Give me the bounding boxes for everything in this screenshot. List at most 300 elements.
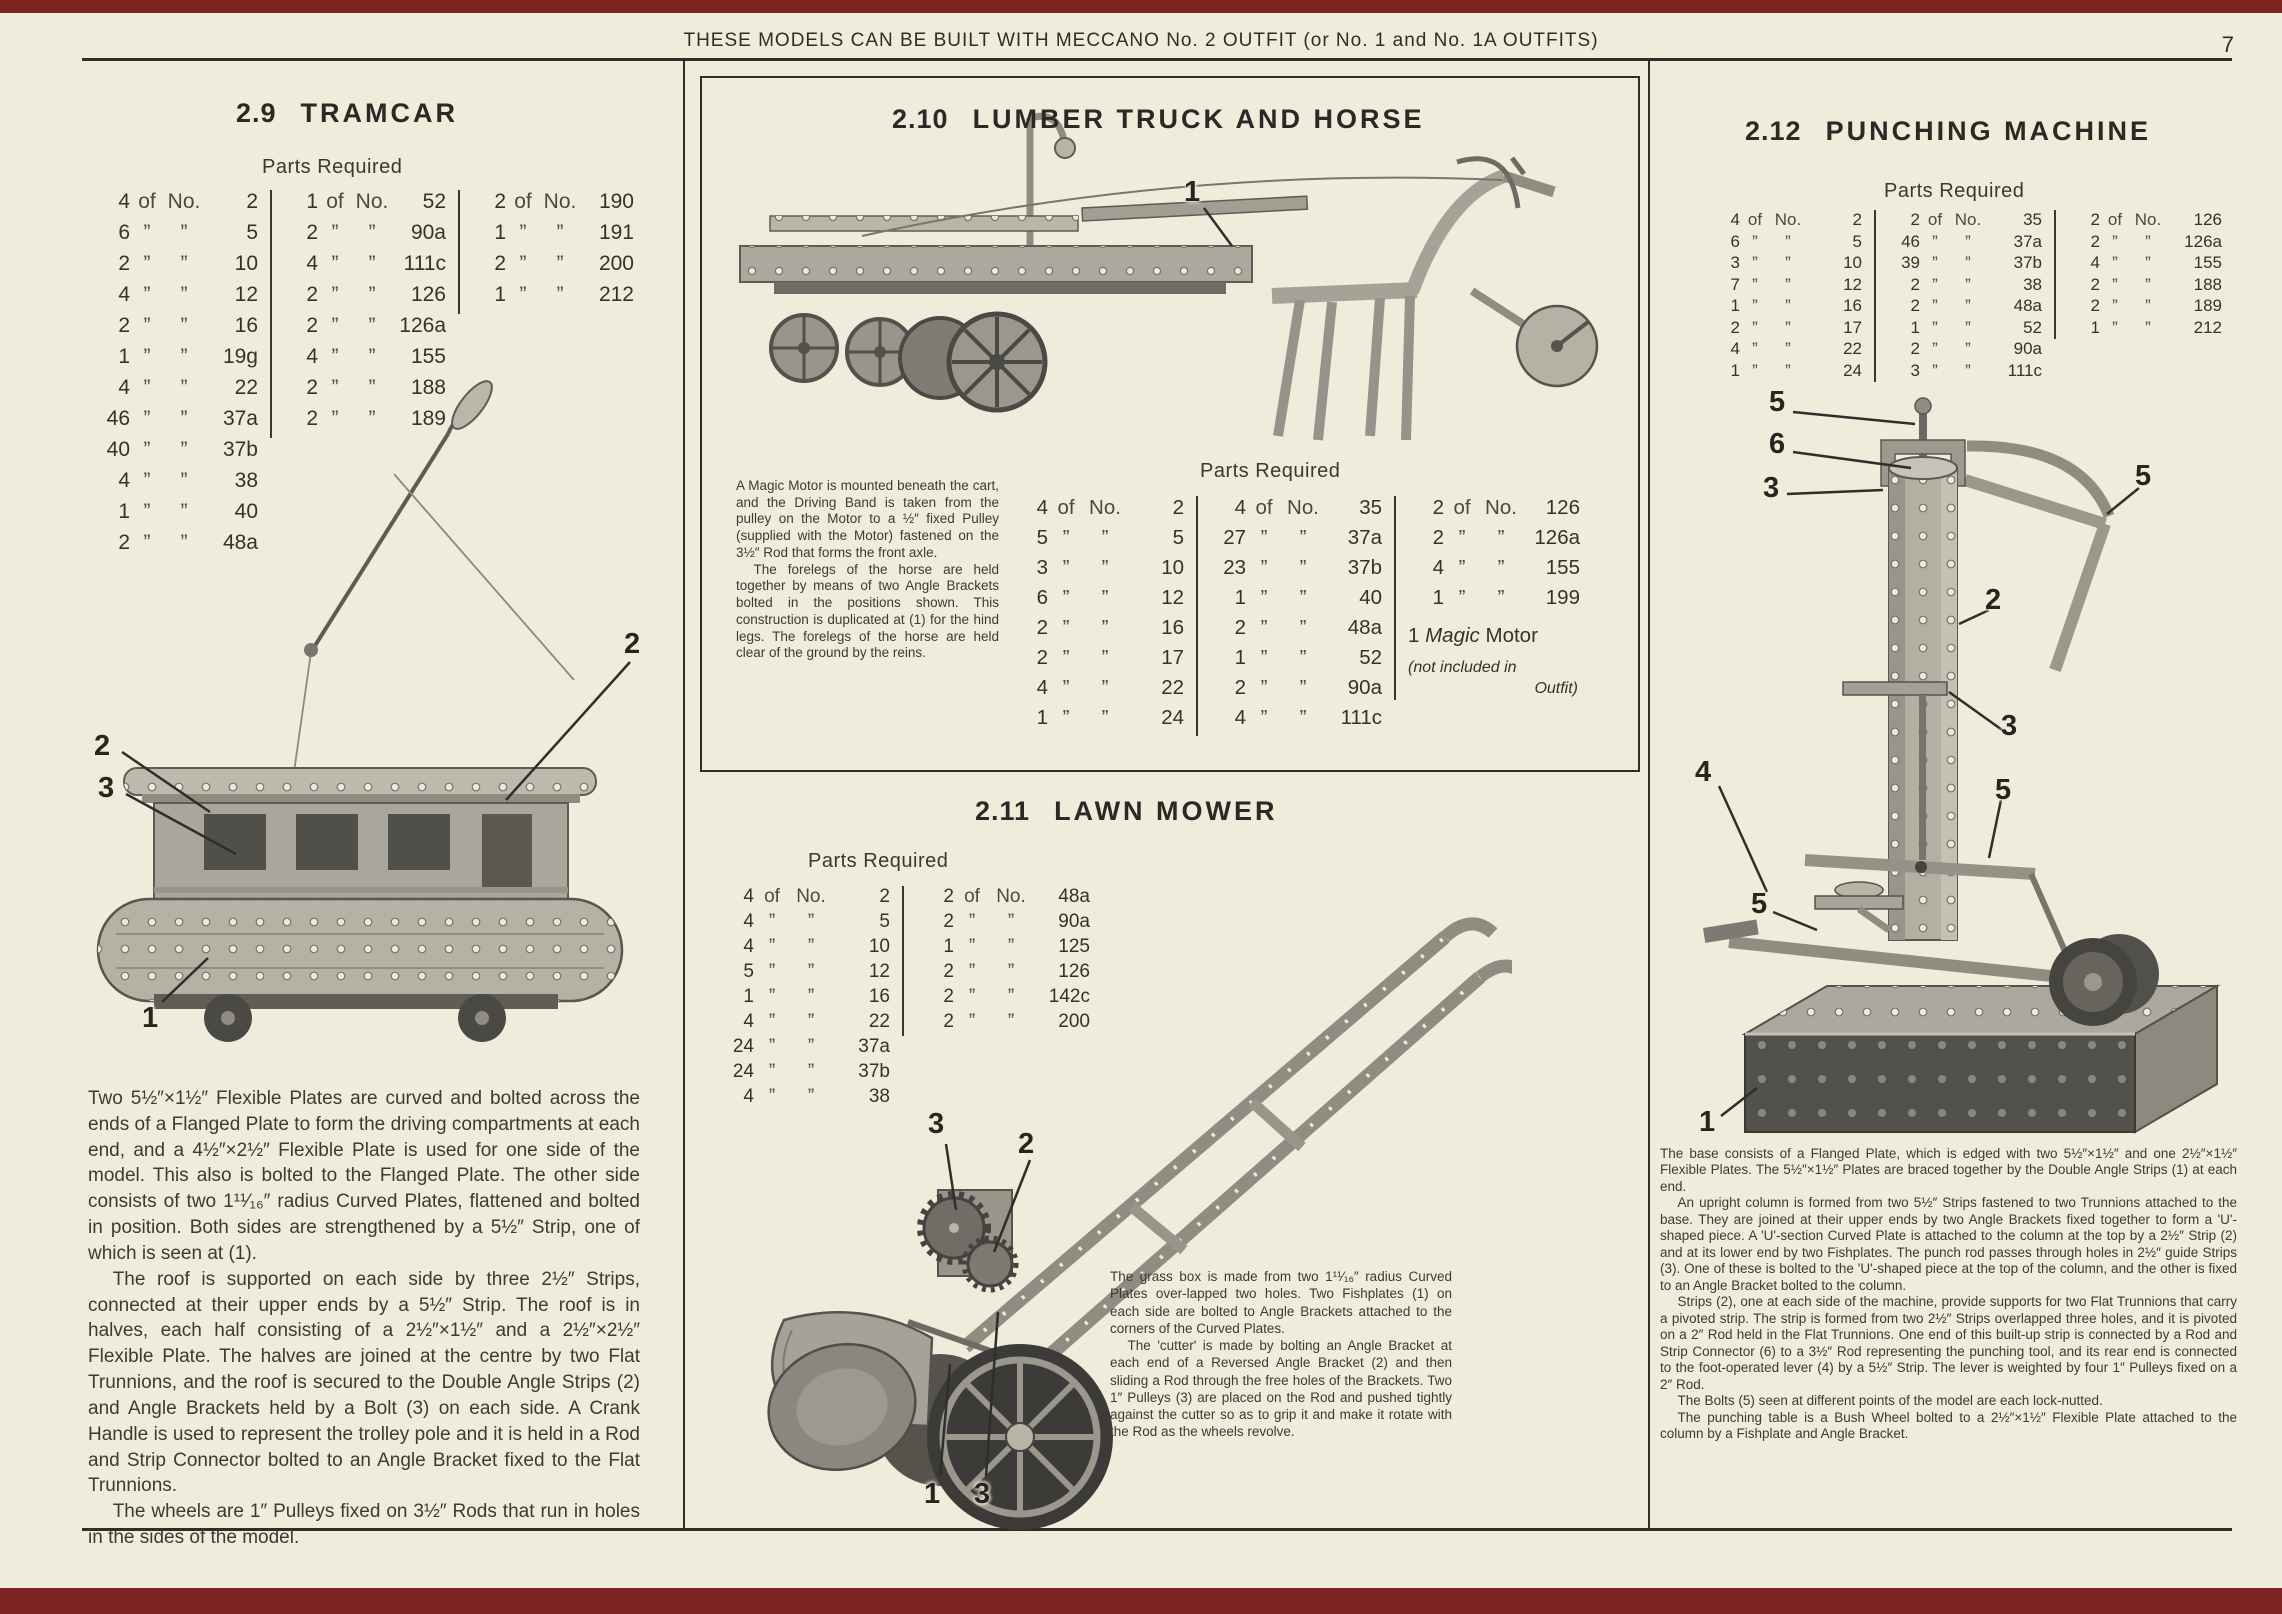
parts-row <box>716 1011 890 1036</box>
part-number: 10 <box>1843 253 1862 272</box>
section-number: 2.9 <box>236 98 277 128</box>
part-qty: 2 <box>1234 676 1246 699</box>
parts-row <box>1408 496 1580 526</box>
part-ditto: ” <box>1752 317 1758 337</box>
parts-row <box>2068 253 2222 275</box>
part-number: 212 <box>2193 317 2222 337</box>
part-ditto: ” <box>143 252 151 275</box>
part-qty: 1 <box>1910 317 1920 337</box>
part-qty: 46 <box>1901 231 1920 251</box>
parts-row <box>96 190 258 221</box>
part-number: 37b <box>222 438 258 461</box>
part-number: 12 <box>868 961 890 982</box>
part-ditto: ” <box>180 469 188 492</box>
part-qty: 2 <box>494 252 506 275</box>
parts-row <box>1210 616 1382 646</box>
part-ditto: of <box>1927 210 1943 229</box>
parts-row <box>1012 616 1184 646</box>
header-rule <box>82 58 2232 61</box>
part-qty: 4 <box>306 252 318 275</box>
part-number: 155 <box>1545 556 1580 579</box>
part-qty: 1 <box>1730 296 1740 315</box>
figure-callout: 1 <box>142 1002 159 1034</box>
tramcar-callouts <box>58 342 664 1072</box>
section-number: 2.12 <box>1745 116 1802 146</box>
part-ditto: ” <box>331 283 339 306</box>
parts-row <box>1012 556 1184 586</box>
part-ditto: of <box>1255 496 1273 519</box>
part-ditto: ” <box>1752 296 1758 315</box>
part-qty: 27 <box>1223 526 1246 549</box>
part-ditto: ” <box>2145 253 2151 272</box>
part-qty: 2 <box>2090 296 2100 315</box>
part-ditto: ” <box>1299 646 1307 669</box>
part-ditto: ” <box>1965 317 1971 337</box>
part-number: 48a <box>222 531 258 554</box>
lumber-truck-callouts <box>712 96 1628 480</box>
part-ditto: No. <box>2134 210 2162 229</box>
part-number: 188 <box>2193 274 2222 294</box>
part-ditto: ” <box>1965 296 1971 315</box>
part-ditto: of <box>764 886 780 907</box>
figure-callout: 5 <box>1751 888 1768 920</box>
part-number: 2 <box>1852 210 1862 229</box>
part-qty: 2 <box>1432 526 1444 549</box>
part-qty: 2 <box>1234 616 1246 639</box>
parts-column <box>1196 496 1382 736</box>
description-paragraph: The roof is supported on each side by three 2½″ Strips, connected at their upper ends by a 5½″ Strip. The roof is in halves, each half consisting of a 2½″×1½″ and a 2½″×2½″ Flexible Plate. The halves are joined at the centre by two Flat Trunnions, and the roof is secured to the Double Angle Strips (2) and Angle Brackets held by a Bolt (3) on each side. A Crank Handle is used to represent the trolley pole and it is held in a Rod and Strip Connector bolted to an Angle Bracket fixed to the Flat Trunnions. <box>88 1268 640 1497</box>
parts-row <box>1708 253 1862 275</box>
parts-row <box>1012 526 1184 556</box>
part-qty: 4 <box>743 936 754 957</box>
part-number: 2 <box>246 190 258 213</box>
part-qty: 1 <box>118 500 130 523</box>
part-ditto: ” <box>2112 231 2118 251</box>
part-ditto: ” <box>1299 676 1307 699</box>
part-ditto: ” <box>1752 339 1758 358</box>
section-title-lawn-mower <box>975 796 1278 827</box>
description-paragraph: The 'cutter' is made by bolting an Angle Bracket at each end of a Reversed Angle Bracket (2) and then sliding a Rod through the free holes of the Brackets. Two 1″ Pulleys (3) are placed on the Rod and pushed tightly against the cutter so as to grip it and make it rotate with the Rod as the wheels revolve. <box>1110 1338 1452 1440</box>
parts-row <box>1012 496 1184 526</box>
part-ditto: ” <box>180 531 188 554</box>
parts-row <box>2068 296 2222 318</box>
page-edge-bottom <box>0 1588 2282 1614</box>
figure-callout: 4 <box>1695 756 1712 788</box>
part-qty: 2 <box>1910 274 1920 294</box>
part-ditto: ” <box>1785 360 1791 380</box>
part-ditto: ” <box>1965 360 1971 380</box>
description-paragraph: An upright column is formed from two 5½″ Strips fastened to two Trunnions attached to the base. They are joined at their upper ends by two Angle Brackets fixed together to form a 'U'-shaped piece. A 'U'-section Curved Plate is attached to the column at the top by a 2½″ Strip (2) and at its lower end by two Fishplates. The punch rod passes through holes in 2½″ guide Strips (3). One of these is bolted to the 'U'-shaped piece at the top of the column, and the other is fixed to an Angle Bracket bolted to the column. <box>1660 1195 2237 1293</box>
part-ditto: ” <box>1299 526 1307 549</box>
part-qty: 2 <box>306 221 318 244</box>
description-paragraph: The forelegs of the horse are held together by means of two Angle Brackets bolted in the positions shown. This construction is duplicated at (1) for the hind legs. The forelegs of the horse are held clear of the ground by the reins. <box>736 561 999 661</box>
parts-row <box>1408 556 1580 586</box>
magic-motor-name: Magic <box>1425 624 1480 647</box>
parts-row <box>716 911 890 936</box>
part-ditto: ” <box>1260 706 1268 729</box>
parts-row <box>1888 361 2042 383</box>
part-qty: 1 <box>1432 586 1444 609</box>
part-ditto: No. <box>1287 496 1319 519</box>
part-ditto: ” <box>1101 616 1109 639</box>
figure-callout: 5 <box>2135 460 2152 492</box>
part-ditto: No. <box>1485 496 1517 519</box>
part-ditto: ” <box>1932 253 1938 272</box>
part-ditto: ” <box>1458 586 1466 609</box>
part-number: 37a <box>858 1036 890 1057</box>
description-paragraph: Strips (2), one at each side of the machine, provide supports for two Flat Trunnions that carry a pivoted strip. The strip is formed from two 2½″ Strips overlapped three holes, and it is pivoted on a 2″ Rod held in the Flat Trunnions. One end of this built-up strip is connected by a Rod and Strip Connector (6) to a 3½″ Rod representing the punching tool, and its rear end is connected to the foot-operated lever (4) by a 5½″ Strip. The lever is weighted by four 1″ Pulleys fixed on a 2″ Rod. <box>1660 1294 2237 1392</box>
parts-row <box>916 886 1090 911</box>
part-ditto: ” <box>180 314 188 337</box>
part-number: 52 <box>1359 646 1382 669</box>
parts-required-label: Parts Required <box>262 156 403 178</box>
parts-required-label: Parts Required <box>1200 460 1341 482</box>
part-ditto: ” <box>180 283 188 306</box>
parts-row <box>716 1036 890 1061</box>
part-qty: 4 <box>2090 253 2100 272</box>
parts-required-label: Parts Required <box>1884 180 2025 202</box>
part-number: 126 <box>410 283 446 306</box>
part-ditto: ” <box>1062 706 1070 729</box>
part-qty: 39 <box>1901 253 1920 272</box>
part-ditto: ” <box>1260 646 1268 669</box>
part-ditto: ” <box>807 986 815 1007</box>
part-ditto: ” <box>1785 317 1791 337</box>
parts-row <box>472 221 634 252</box>
punching-machine-figure <box>1657 382 2237 1150</box>
part-ditto: ” <box>368 376 376 399</box>
part-ditto: No. <box>543 190 577 213</box>
parts-row <box>1210 676 1382 706</box>
part-ditto: ” <box>1260 616 1268 639</box>
parts-row <box>1888 296 2042 318</box>
part-ditto: ” <box>768 1086 776 1107</box>
part-ditto: ” <box>1260 526 1268 549</box>
parts-row <box>1210 706 1382 736</box>
part-qty: 2 <box>2090 210 2100 229</box>
part-number: 189 <box>2193 296 2222 315</box>
parts-row <box>1888 339 2042 361</box>
part-qty: 3 <box>1910 360 1920 380</box>
figure-callout: 3 <box>974 1478 991 1510</box>
part-ditto: ” <box>1007 936 1015 957</box>
part-ditto: ” <box>180 221 188 244</box>
part-qty: 4 <box>118 190 130 213</box>
part-ditto: ” <box>368 407 376 430</box>
part-qty: 4 <box>1730 339 1740 358</box>
part-number: 38 <box>868 1086 890 1107</box>
part-ditto: ” <box>1299 706 1307 729</box>
parts-column <box>902 886 1090 1036</box>
part-qty: 5 <box>1036 526 1048 549</box>
section-title-text: LAWN MOWER <box>1054 796 1278 826</box>
part-ditto: ” <box>1007 1011 1015 1032</box>
description-paragraph: The punching table is a Bush Wheel bolted to a 2½″×1½″ Flexible Plate attached to the column by a Fishplate and Angle Bracket. <box>1660 1409 2237 1441</box>
part-ditto: ” <box>143 531 151 554</box>
part-ditto: ” <box>1932 339 1938 358</box>
parts-row <box>1888 253 2042 275</box>
part-ditto: ” <box>968 1011 976 1032</box>
part-ditto: ” <box>1260 556 1268 579</box>
section-title-tramcar <box>236 98 458 129</box>
part-number: 125 <box>1058 936 1090 957</box>
section-number: 2.11 <box>975 796 1031 826</box>
part-ditto: ” <box>1497 556 1505 579</box>
parts-row <box>1012 706 1184 736</box>
part-ditto: of <box>1747 210 1763 229</box>
figure-callout: 2 <box>1018 1128 1035 1160</box>
part-number: 126 <box>2193 210 2222 229</box>
part-qty: 1 <box>2090 317 2100 337</box>
part-ditto: ” <box>1101 556 1109 579</box>
column-rule-right <box>1648 61 1650 1528</box>
part-number: 189 <box>410 407 446 430</box>
part-number: 126 <box>1545 496 1580 519</box>
part-ditto: ” <box>2145 231 2151 251</box>
figure-callout: 2 <box>1985 584 2002 616</box>
part-ditto: ” <box>180 500 188 523</box>
part-number: 12 <box>1843 274 1862 294</box>
part-number: 2 <box>1172 496 1184 519</box>
part-qty: 24 <box>732 1036 754 1057</box>
part-number: 126a <box>2184 231 2222 251</box>
parts-row <box>716 986 890 1011</box>
part-ditto: ” <box>143 407 151 430</box>
parts-row <box>1210 556 1382 586</box>
part-ditto: ” <box>768 911 776 932</box>
part-ditto: ” <box>2145 274 2151 294</box>
part-number: 5 <box>879 911 890 932</box>
figure-callout: 3 <box>928 1108 945 1140</box>
parts-row <box>916 961 1090 986</box>
part-number: 35 <box>1359 496 1382 519</box>
part-qty: 2 <box>1432 496 1444 519</box>
part-ditto: ” <box>143 469 151 492</box>
parts-row <box>1708 318 1862 340</box>
section-number: 2.10 <box>892 104 949 134</box>
part-ditto: ” <box>1101 646 1109 669</box>
part-number: 16 <box>234 314 258 337</box>
part-number: 17 <box>1843 317 1862 337</box>
part-ditto: ” <box>180 438 188 461</box>
parts-row <box>1708 210 1862 232</box>
parts-row <box>1210 526 1382 556</box>
part-qty: 4 <box>118 376 130 399</box>
part-ditto: ” <box>968 936 976 957</box>
part-qty: 1 <box>1234 646 1246 669</box>
part-ditto: ” <box>1101 706 1109 729</box>
parts-row <box>1708 296 1862 318</box>
part-ditto: ” <box>768 986 776 1007</box>
part-qty: 2 <box>306 283 318 306</box>
part-ditto: ” <box>331 407 339 430</box>
part-number: 48a <box>2013 296 2042 315</box>
part-number: 24 <box>1843 360 1862 380</box>
part-number: 38 <box>2023 274 2042 294</box>
part-ditto: of <box>514 190 532 213</box>
part-qty: 4 <box>1234 706 1246 729</box>
description-paragraph: The grass box is made from two 1¹¹⁄₁₆″ radius Curved Plates over-lapped two holes. Two Fishplates (1) on each side are bolted to Angle Brackets attached to the corners of the Curved Plates. <box>1110 1269 1452 1336</box>
part-number: 190 <box>598 190 634 213</box>
part-qty: 4 <box>1036 676 1048 699</box>
part-ditto: ” <box>1497 586 1505 609</box>
parts-row <box>1408 586 1580 616</box>
part-number: 191 <box>598 221 634 244</box>
parts-row <box>2068 275 2222 297</box>
part-ditto: ” <box>143 500 151 523</box>
part-ditto: ” <box>331 345 339 368</box>
part-ditto: ” <box>807 936 815 957</box>
part-ditto: ” <box>1062 586 1070 609</box>
part-ditto: ” <box>368 252 376 275</box>
part-ditto: ” <box>1299 586 1307 609</box>
part-ditto: ” <box>1752 253 1758 272</box>
part-ditto: ” <box>180 345 188 368</box>
part-number: 126a <box>399 314 446 337</box>
part-ditto: of <box>1057 496 1075 519</box>
part-ditto: ” <box>1752 274 1758 294</box>
part-ditto: ” <box>1007 986 1015 1007</box>
part-qty: 2 <box>1910 210 1920 229</box>
part-ditto: ” <box>331 376 339 399</box>
part-qty: 1 <box>943 936 954 957</box>
part-ditto: ” <box>1458 556 1466 579</box>
part-ditto: ” <box>2112 317 2118 337</box>
part-ditto: ” <box>1299 556 1307 579</box>
part-qty: 1 <box>494 283 506 306</box>
parts-row <box>1888 232 2042 254</box>
part-ditto: ” <box>331 221 339 244</box>
part-ditto: ” <box>1458 526 1466 549</box>
parts-row <box>96 221 258 252</box>
parts-required-label: Parts Required <box>808 850 949 872</box>
part-number: 16 <box>1843 296 1862 315</box>
part-ditto: of <box>964 886 980 907</box>
part-ditto: ” <box>1752 231 1758 251</box>
part-number: 155 <box>2193 253 2222 272</box>
parts-row <box>96 252 258 283</box>
parts-column <box>1708 210 1862 382</box>
part-ditto: ” <box>143 376 151 399</box>
parts-row <box>716 936 890 961</box>
part-number: 126 <box>1058 961 1090 982</box>
part-ditto: ” <box>143 221 151 244</box>
part-ditto: ” <box>180 376 188 399</box>
part-qty: 40 <box>106 438 130 461</box>
parts-row <box>472 283 634 314</box>
part-number: 5 <box>246 221 258 244</box>
part-ditto: ” <box>1752 360 1758 380</box>
part-number: 19g <box>222 345 258 368</box>
part-ditto: ” <box>331 252 339 275</box>
parts-table-lumber-truck <box>1012 496 1580 736</box>
part-ditto: ” <box>1785 231 1791 251</box>
part-ditto: No. <box>796 886 826 907</box>
part-ditto: ” <box>1062 646 1070 669</box>
parts-column <box>1394 496 1580 700</box>
part-ditto: ” <box>1062 556 1070 579</box>
part-ditto: ” <box>556 221 564 244</box>
part-qty: 1 <box>494 221 506 244</box>
parts-row <box>1888 275 2042 297</box>
parts-row <box>1012 646 1184 676</box>
part-qty: 4 <box>118 283 130 306</box>
part-qty: 7 <box>1730 274 1740 294</box>
part-qty: 4 <box>743 886 754 907</box>
figure-callout: 1 <box>1699 1106 1716 1138</box>
parts-row <box>1708 275 1862 297</box>
part-ditto: No. <box>1774 210 1802 229</box>
part-number: 12 <box>234 283 258 306</box>
column-rule-left <box>683 61 685 1528</box>
part-ditto: ” <box>968 911 976 932</box>
page-header-title: THESE MODELS CAN BE BUILT WITH MECCANO No. 2 OUTFIT (or No. 1 and No. 1A OUTFITS) <box>683 30 1599 51</box>
part-number: 35 <box>2023 210 2042 229</box>
parts-row <box>1210 646 1382 676</box>
part-number: 38 <box>234 469 258 492</box>
part-number: 142c <box>1048 986 1090 1007</box>
part-qty: 2 <box>943 961 954 982</box>
part-number: 10 <box>234 252 258 275</box>
parts-row <box>1708 339 1862 361</box>
part-ditto: ” <box>368 314 376 337</box>
part-ditto: ” <box>1062 676 1070 699</box>
part-number: 12 <box>1161 586 1184 609</box>
part-ditto: ” <box>556 283 564 306</box>
parts-column <box>2054 210 2222 339</box>
lumber-truck-figure <box>712 96 1628 480</box>
part-number: 17 <box>1161 646 1184 669</box>
part-qty: 1 <box>1730 360 1740 380</box>
part-ditto: ” <box>556 252 564 275</box>
part-ditto: ” <box>1497 526 1505 549</box>
part-qty: 6 <box>1036 586 1048 609</box>
part-number: 111c <box>2007 360 2042 380</box>
part-qty: 2 <box>943 911 954 932</box>
parts-table-lawn-mower <box>716 886 1090 1111</box>
part-ditto: ” <box>1932 274 1938 294</box>
part-number: 10 <box>1161 556 1184 579</box>
figure-callout: 3 <box>1763 472 1780 504</box>
figure-callout: 5 <box>1769 386 1786 418</box>
part-number: 188 <box>410 376 446 399</box>
part-qty: 1 <box>1234 586 1246 609</box>
description-paragraph: A Magic Motor is mounted beneath the cart, and the Driving Band is taken from the pulley on the Motor to a ½″ fixed Pulley (supplied with the Motor) fastened on the 3½″ Rod that forms the front axle. <box>736 478 999 560</box>
part-ditto: of <box>2107 210 2123 229</box>
part-number: 5 <box>1852 231 1862 251</box>
figure-callout: 5 <box>1995 774 2012 806</box>
part-number: 200 <box>1058 1011 1090 1032</box>
parts-row <box>1408 526 1580 556</box>
part-ditto: ” <box>1260 586 1268 609</box>
part-qty: 5 <box>743 961 754 982</box>
part-qty: 4 <box>1730 210 1740 229</box>
part-qty: 4 <box>743 1011 754 1032</box>
part-number: 111c <box>1340 706 1382 729</box>
parts-row <box>716 886 890 911</box>
part-ditto: ” <box>1007 961 1015 982</box>
part-qty: 4 <box>743 1086 754 1107</box>
part-ditto: ” <box>768 1011 776 1032</box>
part-ditto: ” <box>1299 616 1307 639</box>
part-qty: 2 <box>943 986 954 1007</box>
part-ditto: ” <box>143 345 151 368</box>
magic-motor-note <box>1408 658 1580 700</box>
part-ditto: ” <box>331 314 339 337</box>
part-number: 37b <box>1347 556 1382 579</box>
part-ditto: ” <box>768 961 776 982</box>
description-paragraph: Two 5½″×1½″ Flexible Plates are curved and bolted across the ends of a Flanged Plate to form the driving compartments at each end, and a 4½″×2½″ Flexible Plate is used for one side of the model. This also is bolted to the Flanged Plate. The other side consists of two 1¹¹⁄₁₆″ radius Curved Plates, flattened and bolted in position. Both sides are strengthened by a 5½″ Strip, one of which is seen at (1). <box>88 1088 640 1264</box>
